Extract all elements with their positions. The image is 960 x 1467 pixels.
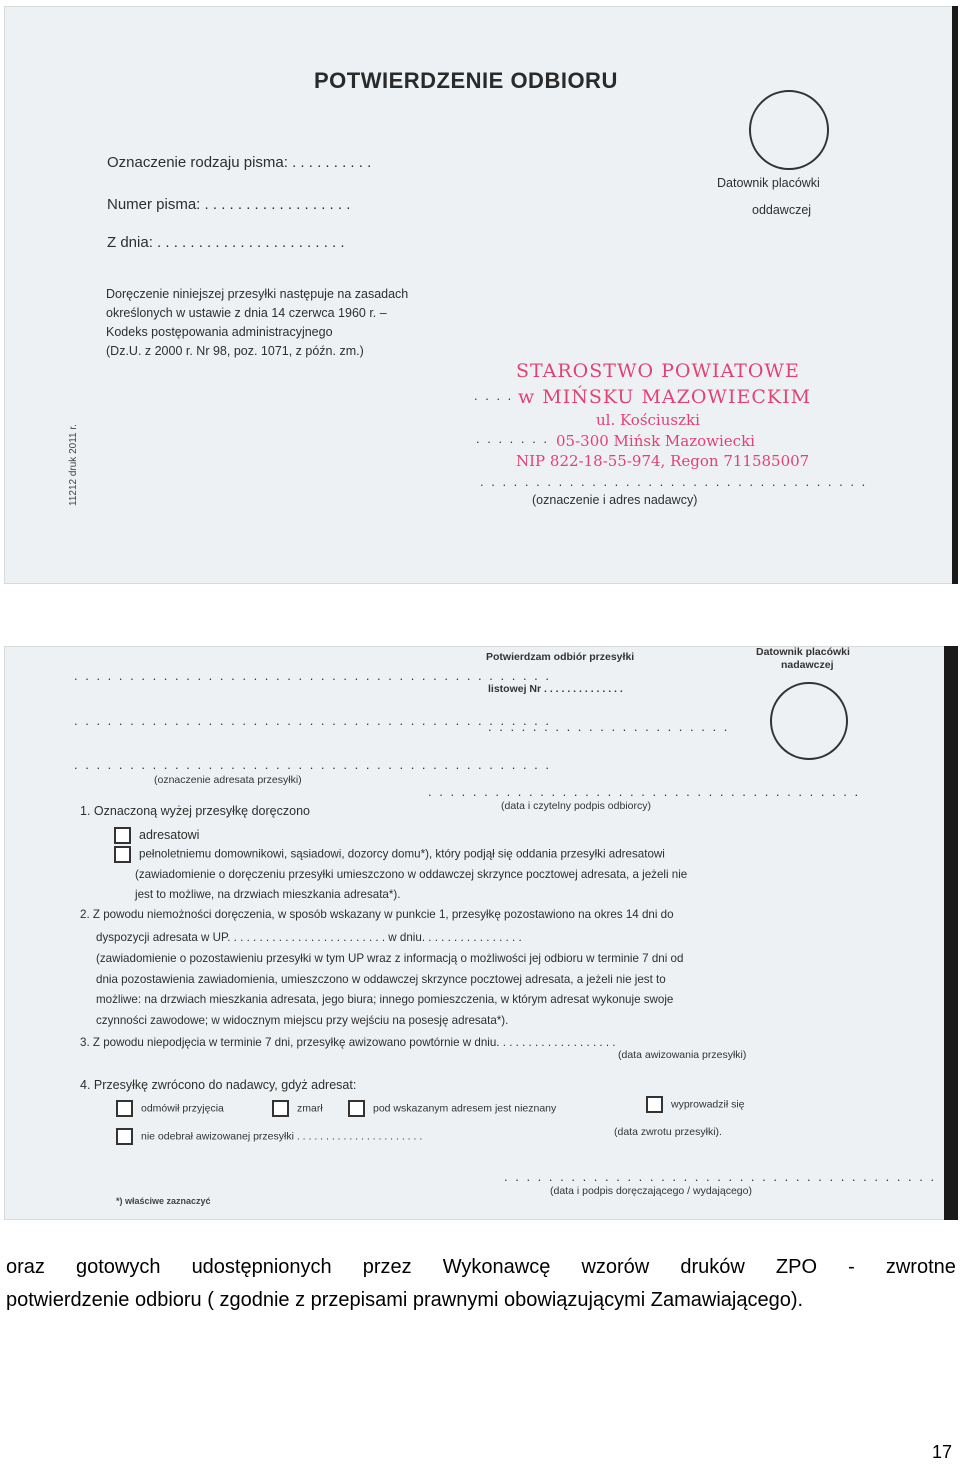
stamp-line-4: 05-300 Mińsk Mazowiecki [556,431,755,450]
caption-word: gotowych [75,1256,161,1278]
checkbox-zmarl[interactable] [272,1100,289,1117]
document-caption [6,1251,956,1317]
nadawca-dots-3: . . . . . . . . . . . . . . . . . . . . . . . . . . . . . . . . . . . [480,474,868,489]
datownik-label-1: Datownik placówki [717,176,820,190]
potwierdzam-label: Potwierdzam odbiór przesyłki [486,651,635,663]
caption-word: zwrotne [885,1256,956,1278]
field-rodzaj-pisma: Oznaczenie rodzaju pisma: . . . . . . . . . . [107,154,372,171]
caption-word: Wykonawcę [442,1256,551,1278]
checkbox-odmowil[interactable] [116,1100,133,1117]
punkt-1-opt-domownik [114,846,665,863]
punkt-2-line-3: (zawiadomienie o pozostawieniu przesyłki w tym UP wraz z informacją o możliwości jej odbioru w terminie 7 dni od [96,952,684,965]
podpis-caption: (data i czytelny podpis odbiorcy) [501,800,651,812]
adresat-dots-2: . . . . . . . . . . . . . . . . . . . . . . . . . . . . . . . . . . . . . . . . . . . [74,713,552,728]
stamp-line-5: NIP 822-18-55-974, Regon 711585007 [516,451,810,470]
caption-word: - [848,1256,855,1278]
punkt-4-opt-nie-odebral [116,1128,422,1145]
opt-odmowil-label: odmówił przyjęcia [141,1102,224,1115]
punkt-2-line-1: 2. Z powodu niemożności doręczenia, w sposób wskazany w punkcie 1, przesyłkę pozostawiono na okres 14 dni do [80,908,674,921]
top-form-scan [4,6,956,584]
punkt-3-caption: (data awizowania przesyłki) [618,1049,747,1061]
opt-domownik-label: pełnoletniemu domownikowi, sąsiadowi, dozorcy domu*), który podjął się oddania przesyłki adresatowi [139,847,665,861]
form-title: POTWIERDZENIE ODBIORU [314,68,618,93]
punkt-4-opt-zmarl [272,1100,323,1117]
nadawca-dots-2: . . . . . . . [476,431,549,446]
datownik-label-2: oddawczej [752,203,812,217]
punkt-1-line-2: (zawiadomienie o doręczeniu przesyłki umieszczono w oddawczej skrzynce pocztowej adresata, a jeżeli nie [135,868,688,881]
datownik-circle [749,90,829,170]
opt-wyprowadzil-label: wyprowadził się [671,1098,745,1111]
punkt-2-line-5: możliwe: na drzwiach mieszkania adresata, jego biura; innego pomieszczenia, w którym adresat wykonuje swoje [96,993,674,1006]
punkt-1-opt-adresat [114,827,199,844]
checkbox-nie-odebral[interactable] [116,1128,133,1145]
punkt-4-opt-nieznany [348,1100,556,1117]
punkt-4-head: 4. Przesyłkę zwrócono do nadawcy, gdyż adresat: [80,1078,357,1092]
legal-line-2: określonych w ustawie z dnia 14 czerwca 1960 r. – [106,306,387,320]
stamp-line-3: ul. Kościuszki [596,411,700,430]
checkbox-domownik[interactable] [114,846,131,863]
punkt-2-line-2: dyspozycji adresata w UP. . . . . . . . . . . . . . . . . . . . . . . . . w dniu. . . . . . . . . . . . . . . . [96,931,522,944]
punkt-2-line-6: czynności zawodowe; w widocznym miejscu przy wejściu na posesję adresata*). [96,1014,509,1027]
punkt-4-opt-wyprowadzil [646,1096,745,1113]
nadawca-dots-1: . . . . [474,388,514,403]
caption-line-1 [6,1251,956,1284]
opt-nieznany-label: pod wskazanym adresem jest nieznany [373,1102,557,1115]
bottom-form-scan [4,646,956,1220]
adresat-dots-3: . . . . . . . . . . . . . . . . . . . . . . . . . . . . . . . . . . . . . . . . . . . [74,757,552,772]
side-print-code: 11212 druk 2011 r. [68,424,79,506]
punkt-2-line-4: dnia pozostawienia zawiadomienia, umieszczono w oddawczej skrzynce pocztowej adresata, a jeżeli nie jest to [96,973,666,986]
doreczajacy-caption: (data i podpis doręczającego / wydającego) [550,1185,752,1197]
legal-line-4: (Dz.U. z 2000 r. Nr 98, poz. 1071, z późn. zm.) [106,344,364,358]
caption-word: przez [362,1256,412,1278]
page-number: 17 [931,1442,952,1462]
listowej-dots: . . . . . . . . . . . . . . . . . . . . . . [488,719,730,734]
field-numer-pisma: Numer pisma: . . . . . . . . . . . . . . . . . . [107,196,351,213]
listowej-nr-label: listowej Nr . . . . . . . . . . . . . . [488,683,623,695]
caption-line-2: potwierdzenie odbioru ( zgodnie z przepisami prawnymi obowiązującymi Zamawiającego). [6,1289,804,1311]
punkt-3-line: 3. Z powodu niepodjęcia w terminie 7 dni, przesyłkę awizowano powtórnie w dniu. . . . . . . . . . . . . . . . . . . [80,1036,616,1049]
zwrot-caption: (data zwrotu przesyłki). [614,1126,722,1138]
opt-nie-odebral-label: nie odebrał awizowanej przesyłki . . . . . . . . . . . . . . . . . . . . . . [141,1130,423,1143]
legal-line-3: Kodeks postępowania administracyjnego [106,325,333,339]
datownik-nadawczej-1: Datownik placówki [756,646,850,658]
nadawca-caption: (oznaczenie i adres nadawcy) [532,493,698,507]
opt-zmarl-label: zmarł [297,1102,323,1115]
stamp-line-2: w MIŃSKU MAZOWIECKIM [518,385,812,408]
punkt-1-head: 1. Oznaczoną wyżej przesyłkę doręczono [80,804,310,818]
adresat-caption: (oznaczenie adresata przesyłki) [154,774,302,786]
caption-word: udostępnionych [191,1256,332,1278]
datownik-nadawczej-2: nadawczej [781,659,834,671]
institution-stamp [516,359,811,471]
datownik-nadawczej-circle [770,682,848,760]
opt-adresatowi-label: adresatowi [139,827,200,842]
caption-word: oraz [6,1256,45,1278]
legal-line-1: Doręczenie niniejszej przesyłki następuje na zasadach [106,287,409,301]
checkbox-wyprowadzil[interactable] [646,1096,663,1113]
punkt-4-opt-odmowil [116,1100,224,1117]
caption-word: druków [680,1256,745,1278]
stamp-line-1: STAROSTWO POWIATOWE [516,360,800,382]
caption-word: ZPO [775,1256,818,1278]
podpis-dots: . . . . . . . . . . . . . . . . . . . . . . . . . . . . . . . . . . . . . . . [428,784,861,799]
footnote: *) właściwe zaznaczyć [116,1196,211,1206]
punkt-1-line-3: jest to możliwe, na drzwiach mieszkania adresata*). [135,888,401,901]
caption-word: wzorów [581,1256,650,1278]
adresat-dots-1: . . . . . . . . . . . . . . . . . . . . . . . . . . . . . . . . . . . . . . . . . . . [74,668,552,683]
checkbox-nieznany[interactable] [348,1100,365,1117]
doreczajacy-dots: . . . . . . . . . . . . . . . . . . . . . . . . . . . . . . . . . . . . . . . [504,1169,937,1184]
checkbox-adresatowi[interactable] [114,827,131,844]
field-z-dnia: Z dnia: . . . . . . . . . . . . . . . . . . . . . . . [107,234,345,251]
